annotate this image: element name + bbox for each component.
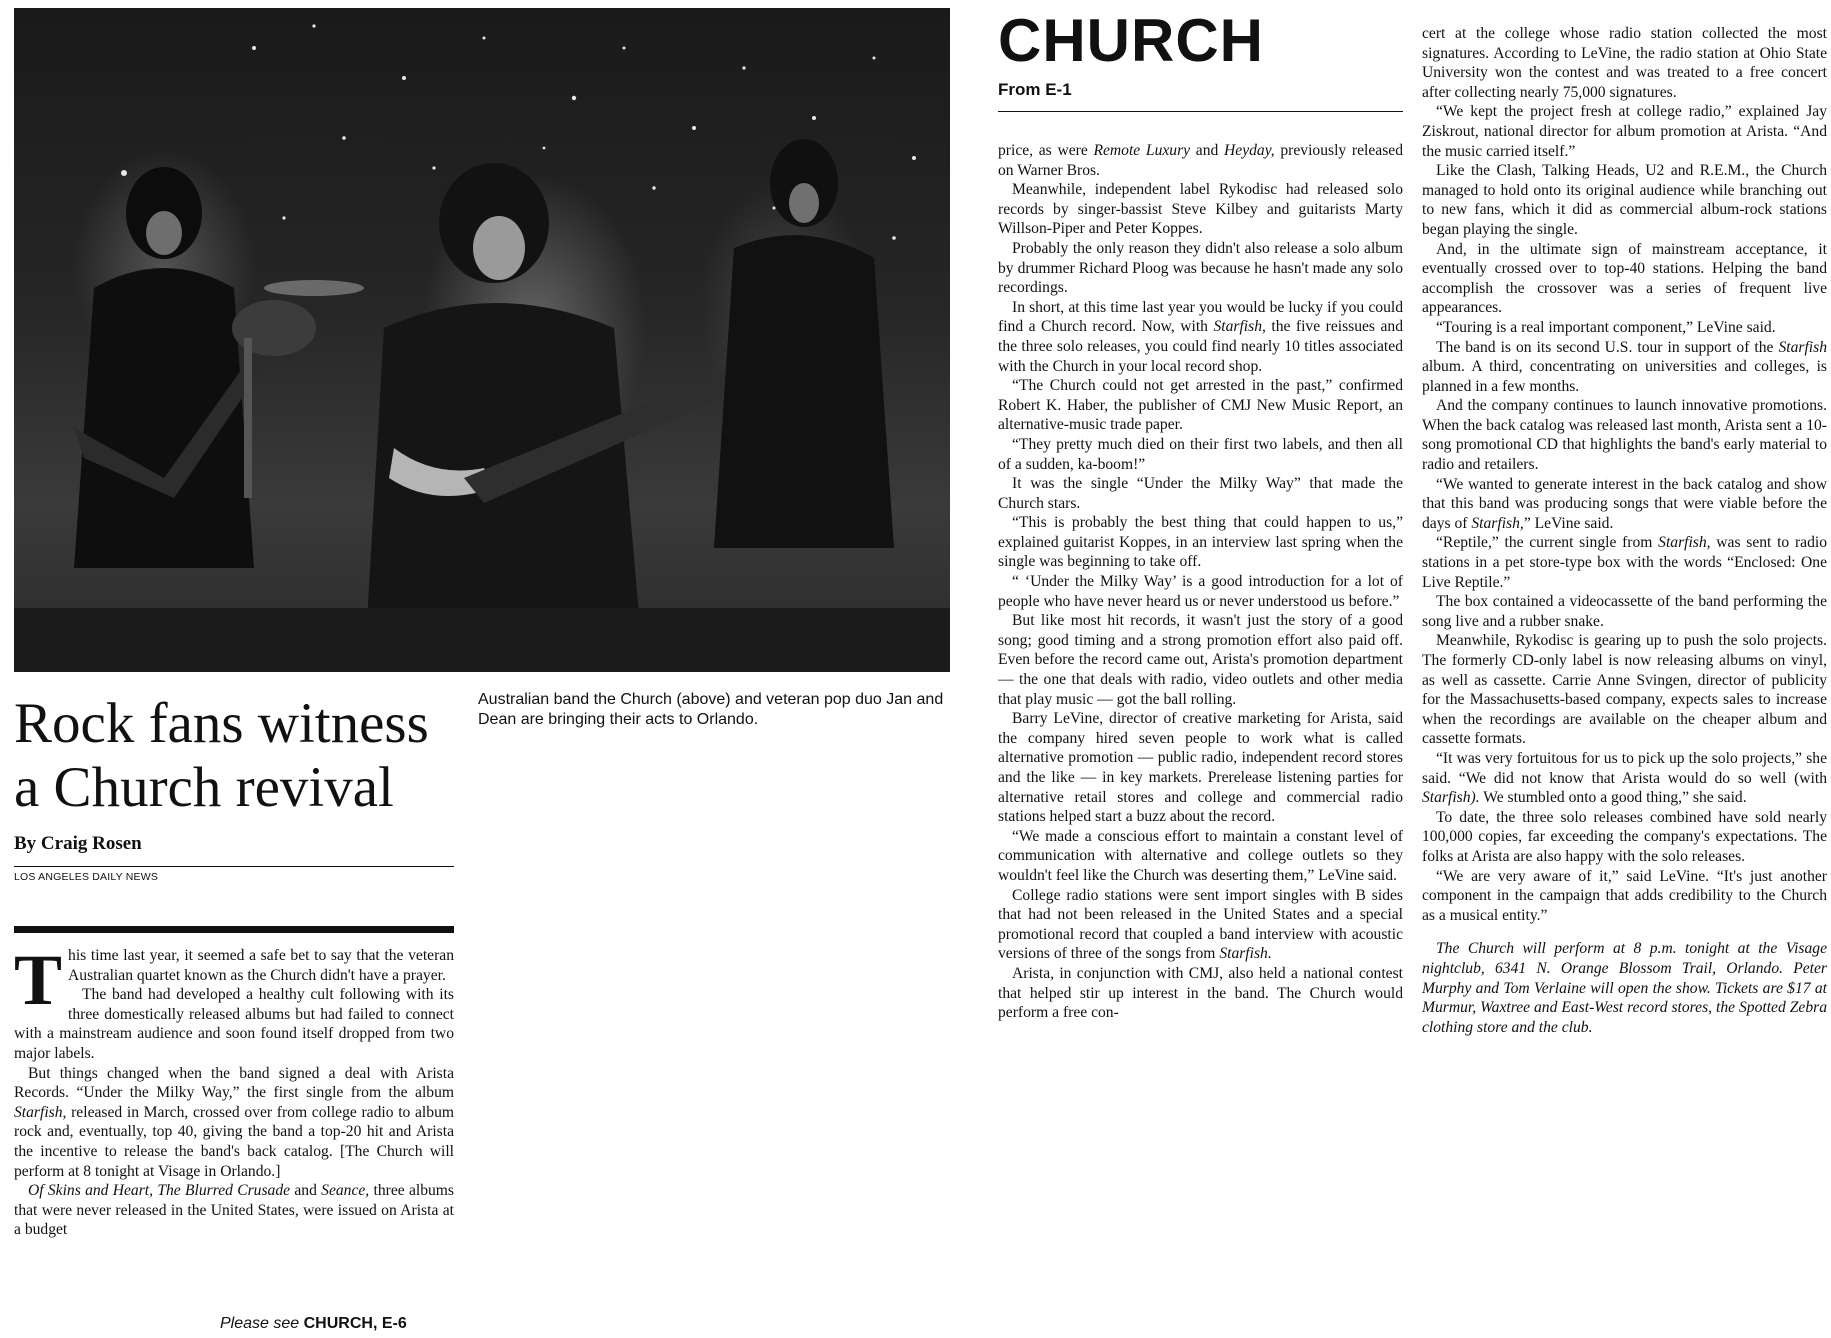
paragraph: Like the Clash, Talking Heads, U2 and R.E.M., the Church managed to hold onto its original audience while branching out to new fans, which it did as commercial album-rock stations began playing the single.	[1422, 162, 1827, 238]
paragraph: In short, at this time last year you would be lucky if you could find a Church record. Now, with Starfish, the five reissues and the three solo releases, you could find nearly 10 titles associated with the Church in your local record shop.	[998, 298, 1403, 375]
continued-reference[interactable]	[220, 1315, 407, 1333]
paragraph: Arista, in conjunction with CMJ, also held a national contest that helped stir up interest in the band. The Church would perform a free con-	[998, 964, 1403, 1022]
article-column-3	[1422, 24, 1827, 1037]
paragraph: The band is on its second U.S. tour in support of the Starfish album. A third, concentrating on universities and colleges, is planned in a few months.	[1422, 338, 1827, 395]
paragraph: “The Church could not get arrested in the past,” confirmed Robert K. Haber, the publisher of CMJ New Music Report, an alternative-music trade paper.	[998, 377, 1403, 434]
see-label: Please see	[220, 1315, 300, 1332]
article-column-1	[14, 940, 454, 1240]
paragraph: “They pretty much died on their first two labels, and then all of a sudden, ka-boom!”	[998, 435, 1403, 473]
paragraph: “We made a conscious effort to maintain a constant level of communication with alternative and college outlets so they wouldn't feel like the Church was deserting them,” LeVine said.	[998, 827, 1403, 884]
jump-from: From E-1	[998, 80, 1072, 99]
event-info: The Church will perform at 8 p.m. tonight at the Visage nightclub, 6341 N. Orange Blossom Trail, Orlando. Peter Murphy and Tom Verlaine will open the show. Tickets are $17 at Murmur, Waxtree and East-West record stores, the Spotted Zebra clothing store and the club.	[1422, 940, 1827, 1036]
paragraph: “We wanted to generate interest in the back catalog and show that this band was producing songs that were viable before the days of Starfish,” LeVine said.	[1422, 475, 1827, 532]
paragraph: The band had developed a healthy cult following with its three domestically released albums but had failed to connect with a mainstream audience and soon found itself dropped from two major labels.	[14, 986, 454, 1062]
paragraph: “It was very fortuitous for us to pick up the solo projects,” she said. “We did not know that Arista would do so well (with Starfish). We stumbled onto a good thing,” she said.	[1422, 749, 1827, 807]
figure-right	[714, 139, 894, 548]
agency-credit: LOS ANGELES DAILY NEWS	[14, 871, 159, 883]
paragraph: But things changed when the band signed a deal with Arista Records. “Under the Milky Way,” the first single from the album Starfish, released in March, crossed over from college radio to album rock and, eventually, top 40, giving the band a top-20 hit and Arista the incentive to release the band's back catalog. [The Church will perform at 8 tonight at Visage in Orlando.]	[14, 1064, 454, 1180]
photo-caption: Australian band the Church (above) and veteran pop duo Jan and Dean are bringing their acts to Orlando.	[478, 691, 944, 728]
paragraph: It was the single “Under the Milky Way” that made the Church stars.	[998, 475, 1403, 512]
paragraph: And, in the ultimate sign of mainstream acceptance, it eventually crossed over to top-40 stations. Helping the band accomplish the crossover was a series of frequent live appearances.	[1422, 240, 1827, 317]
lead-paragraph: This time last year, it seemed a safe bet to say that the veteran Australian quartet known as the Church didn't have a prayer.	[14, 940, 454, 1020]
paragraph: “Reptile,” the current single from Starfish, was sent to radio stations in a pet store-type box with the words “Enclosed: One Live Reptile.”	[1422, 534, 1827, 591]
paragraph: But like most hit records, it wasn't just the story of a good song; good timing and a strong promotion effort also paid off. Even before the record came out, Arista's promotion department — the one that deals with radio, video outlets and other media that play music — got the ball rolling.	[998, 612, 1403, 708]
paragraph: Barry LeVine, director of creative marketing for Arista, said the company hired seven people to work what is called alternative promotion — public radio, independent record stores and the like — in key markets. Prerelease listening parties for alternative retail stores and college and commercial radio stations helped start a buzz about the record.	[998, 710, 1403, 826]
paragraph: To date, the three solo releases combined have sold nearly 100,000 copies, far exceeding the company's expectations. The folks at Arista are also happy with the solo releases.	[1422, 808, 1827, 865]
stage-floor	[14, 608, 950, 672]
headline: Rock fans witness a Church revival	[14, 692, 429, 819]
drum-kit	[232, 280, 364, 498]
jump-title: CHURCH	[998, 7, 1264, 74]
paragraph: “We kept the project fresh at college radio,” explained Jay Ziskrout, national director for album promotion at Arista. “And the music carried itself.”	[1422, 103, 1827, 160]
byline-rule	[14, 866, 454, 867]
paragraph: cert at the college whose radio station collected the most signatures. According to LeVine, the radio station at Ohio State University won the contest and was treated to a free concert after collecting nearly 75,000 signatures.	[1422, 25, 1827, 101]
paragraph: College radio stations were sent import singles with B sides that had not been released in the United States and a special promotional record that coupled a band interview with acoustic versions of three of the songs from Starfish.	[998, 886, 1403, 963]
paragraph: Meanwhile, Rykodisc is gearing up to push the solo projects. The formerly CD-only label is now releasing albums on vinyl, as well as cassette. Carrie Anne Svingen, director of publicity for the Massachusetts-based company, expects sales to increase when the recordings are available on the cheaper album and cassette formats.	[1422, 632, 1827, 748]
paragraph: price, as were Remote Luxury and Heyday, previously released on Warner Bros.	[998, 142, 1403, 179]
figure-center	[364, 163, 744, 672]
paragraph: And the company continues to launch innovative promotions. When the back catalog was released last month, Arista sent a 10-song promotional CD that highlights the band's early material to radio and retailers.	[1422, 397, 1827, 474]
paragraph: “ ‘Under the Milky Way’ is a good introduction for a lot of people who have never heard us or never understood us before.”	[998, 573, 1403, 610]
paragraph: “This is probably the best thing that could happen to us,” explained guitarist Koppes, in an interview last spring when the single was beginning to take off.	[998, 514, 1403, 571]
paragraph: The box contained a videocassette of the band performing the song live and a rubber snake.	[1422, 593, 1827, 630]
drop-cap: T	[14, 940, 63, 1020]
byline: By Craig Rosen	[14, 833, 142, 854]
band-photo-image-icon	[14, 8, 950, 672]
paragraph: Probably the only reason they didn't also release a solo album by drummer Richard Ploog was because he hasn't made any solo recordings.	[998, 239, 1403, 297]
jump-rule	[998, 111, 1403, 112]
article-column-2	[998, 141, 1403, 1023]
paragraph: “We are very aware of it,” said LeVine. “It's just another component in the campaign that adds credibility to the Church as a musical entity.”	[1422, 867, 1827, 924]
paragraph: Meanwhile, independent label Rykodisc had released solo records by singer-bassist Steve Kilbey and guitarists Marty Willson-Piper and Peter Koppes.	[998, 181, 1403, 238]
paragraph: “Touring is a real important component,” LeVine said.	[1436, 318, 1776, 336]
band-photo	[14, 8, 950, 672]
see-ref-link[interactable]: CHURCH, E-6	[303, 1315, 407, 1332]
paragraph: Of Skins and Heart, The Blurred Crusade and Seance, three albums that were never released in the United States, were issued on Arista at a budget	[14, 1182, 454, 1239]
section-thick-rule	[14, 926, 454, 933]
